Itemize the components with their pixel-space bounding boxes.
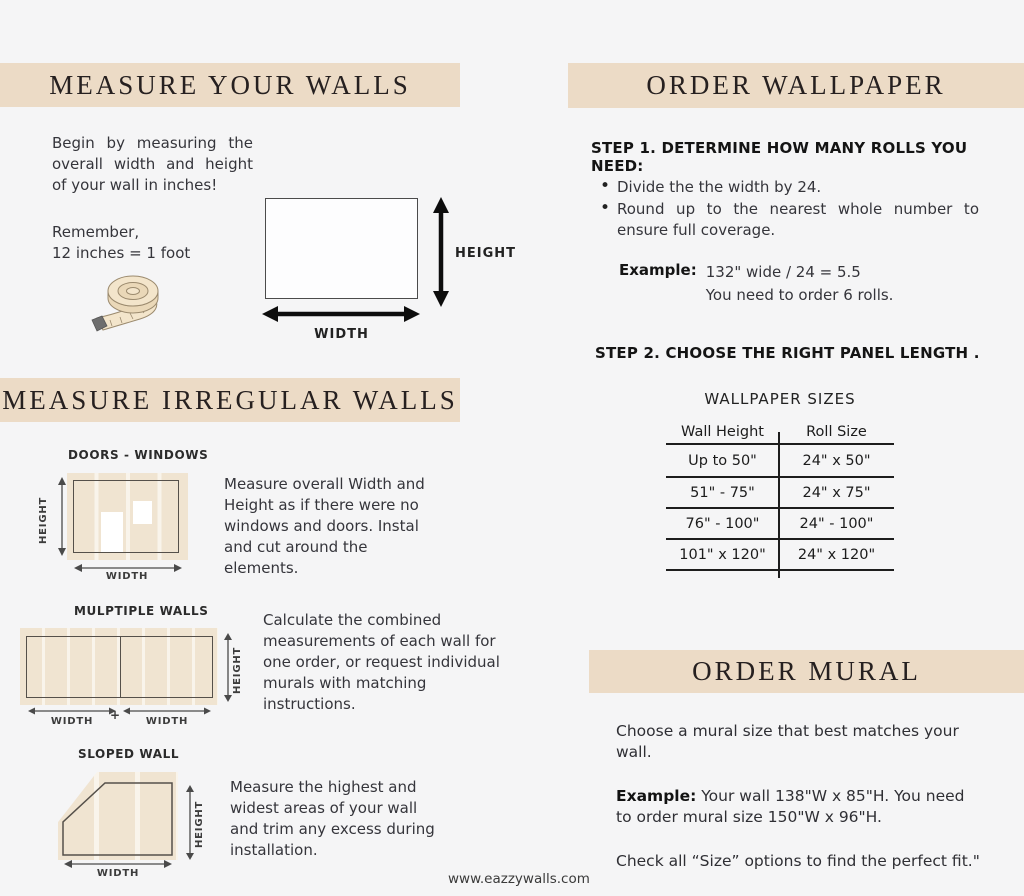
sloped-wall-outline bbox=[62, 782, 174, 857]
table-rule bbox=[666, 443, 894, 445]
multiple-walls-text: Calculate the combined measurements of each wall for one order, or request individual murals with matching instructions. bbox=[263, 611, 500, 713]
wallpaper-sizes-table bbox=[666, 420, 894, 580]
cell-wall-height: 76" - 100" bbox=[685, 515, 760, 532]
table-header-row bbox=[666, 420, 894, 443]
cell-wall-height: 101" x 120" bbox=[679, 546, 766, 563]
section-title-text: ORDER WALLPAPER bbox=[646, 70, 946, 100]
plus-sign: + bbox=[110, 708, 121, 722]
table-title: WALLPAPER SIZES bbox=[704, 390, 856, 408]
width-label: WIDTH bbox=[145, 716, 189, 727]
sloped-wall-text: Measure the highest and widest areas of your wall and trim any excess during installation. bbox=[230, 778, 435, 859]
example-line2: You need to order 6 rolls. bbox=[705, 286, 894, 304]
doors-windows-text: Measure overall Width and Height as if there were no windows and doors. Instal and cut around the elements. bbox=[224, 475, 425, 577]
example-label: Example: bbox=[616, 787, 697, 805]
bullet-item: • Divide the the width by 24. bbox=[598, 177, 979, 198]
mural-intro-text: Choose a mural size that best matches your wall. bbox=[616, 722, 959, 761]
width-arrow-icon bbox=[261, 303, 421, 325]
table-row bbox=[666, 478, 894, 507]
table-row bbox=[666, 540, 894, 569]
example-value bbox=[706, 261, 894, 307]
multiple-walls-label: MULPTIPLE WALLS bbox=[74, 604, 209, 618]
width-label: WIDTH bbox=[105, 571, 149, 582]
mural-example-text bbox=[616, 786, 968, 828]
section-title-text: MEASURE YOUR WALLS bbox=[49, 69, 411, 100]
cell-roll-size: 24" x 50" bbox=[802, 452, 871, 469]
multiple-walls-outline bbox=[26, 636, 213, 698]
height-arrow-icon bbox=[56, 477, 68, 556]
website-url: www.eazzywalls.com bbox=[448, 871, 590, 887]
remember-line2: 12 inches = 1 foot bbox=[52, 244, 191, 262]
section-title-measure-walls bbox=[0, 63, 460, 107]
height-label: HEIGHT bbox=[38, 496, 49, 544]
cell-roll-size: 24" x 75" bbox=[802, 484, 871, 501]
step1-bullet-list bbox=[598, 177, 979, 242]
door-shape bbox=[101, 512, 123, 552]
window-shape bbox=[133, 501, 152, 524]
step1-example bbox=[619, 261, 893, 307]
step2-heading: STEP 2. CHOOSE THE RIGHT PANEL LENGTH . bbox=[595, 344, 980, 362]
section-title-order-mural bbox=[589, 650, 1024, 693]
column-header-wall-height: Wall Height bbox=[681, 423, 764, 440]
section-title-irregular-walls bbox=[0, 378, 460, 422]
doors-windows-outline bbox=[73, 480, 179, 553]
measure-intro-text: Begin by measuring the overall width and height of your wall in inches! bbox=[52, 134, 253, 194]
doors-windows-label: DOORS - WINDOWS bbox=[68, 448, 209, 462]
step1-heading: STEP 1. DETERMINE HOW MANY ROLLS YOU NEED: bbox=[591, 139, 968, 175]
cell-wall-height: 51" - 75" bbox=[690, 484, 755, 501]
example-line1: 132" wide / 24 = 5.5 bbox=[705, 263, 861, 281]
example-label: Example: bbox=[619, 261, 697, 279]
height-arrow-icon bbox=[430, 196, 452, 308]
measuring-tape-icon bbox=[83, 263, 183, 337]
height-label: HEIGHT bbox=[232, 646, 243, 694]
mural-note-text: Check all “Size” options to find the perfect fit." bbox=[616, 852, 980, 870]
remember-note bbox=[52, 222, 190, 264]
sloped-wall-label: SLOPED WALL bbox=[78, 747, 180, 761]
table-row bbox=[666, 445, 894, 476]
wall-divider-line bbox=[120, 637, 122, 697]
table-row bbox=[666, 509, 894, 538]
example-body: Your wall 138"W x 85"H. You need to order mural size 150"W x 96"H. bbox=[616, 787, 965, 826]
wall-diagram bbox=[265, 198, 418, 299]
table-rule bbox=[666, 569, 894, 571]
cell-wall-height: Up to 50" bbox=[688, 452, 757, 469]
cell-roll-size: 24" x 120" bbox=[797, 546, 876, 563]
table-rule bbox=[666, 507, 894, 509]
table-column-divider bbox=[778, 432, 780, 578]
section-title-order-wallpaper bbox=[568, 63, 1024, 108]
column-header-roll-size: Roll Size bbox=[806, 423, 867, 440]
height-label: HEIGHT bbox=[455, 246, 517, 261]
table-rule bbox=[666, 476, 894, 478]
remember-line1: Remember, bbox=[52, 223, 140, 241]
width-label: WIDTH bbox=[96, 868, 140, 879]
section-title-text: MEASURE IRREGULAR WALLS bbox=[2, 384, 458, 415]
bullet-item: • Round up to the nearest whole number to ensure full coverage. bbox=[598, 199, 979, 241]
height-label: HEIGHT bbox=[194, 800, 205, 848]
width-label: WIDTH bbox=[50, 716, 94, 727]
table-rule bbox=[666, 538, 894, 540]
width-label: WIDTH bbox=[314, 327, 369, 342]
section-title-text: ORDER MURAL bbox=[692, 656, 921, 686]
cell-roll-size: 24" - 100" bbox=[799, 515, 874, 532]
